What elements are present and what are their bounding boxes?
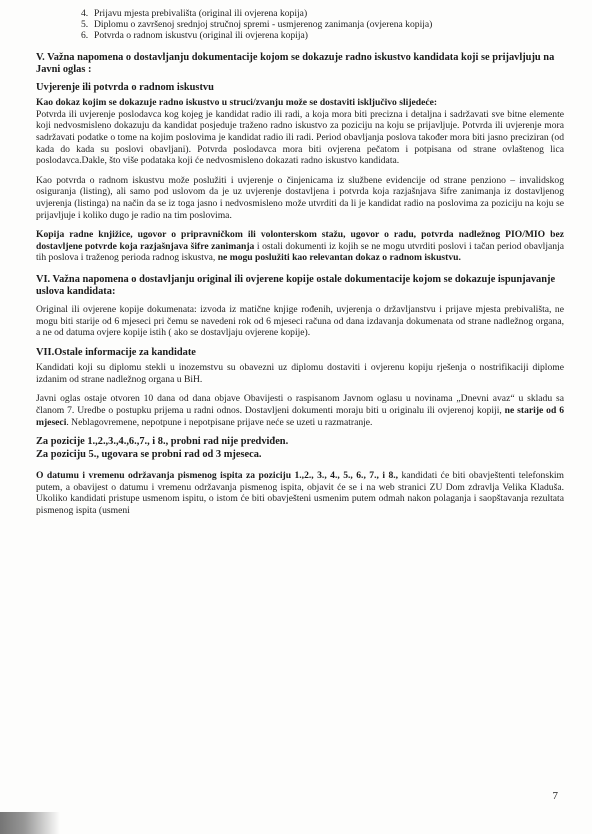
section-v-p3-bold: Kopija radne knjižice, ugovor o pripravničkom ili volonterskom stažu, ugovor o radu, potvrda nadležnog PIO/MIO bez dostavljene potvrde koja razjašnjava šifre zanimanja (36, 229, 564, 252)
section-vii-p2-tail: . Neblagovremene, nepotpune i nepotpisane prijave neće se uzeti u razmatranje. (66, 416, 373, 428)
section-v-lead (36, 97, 564, 109)
section-v-lead-bold: Kao dokaz kojim se dokazuje radno iskustvo u struci/zvanju može se dostaviti isključivo slijedeće: (36, 97, 438, 109)
section-vii-heading: VII.Ostale informacije za kandidate (36, 346, 196, 358)
document-list (36, 8, 564, 42)
section-vi-paragraph: Original ili ovjerene kopije dokumenata: izvoda iz matične knjige rođenih, uvjerenja o državljanstvu i prijave mjesta prebivališta, ne mogu biti starije od 6 mjeseci pri čemu se navedeni rok od 6 mjeseci računa od dana izdavanja dokumenata od strane nadležnog organa, a ne od datuma ovjere kopije istih ( ako se dostavljaju ovjerene kopije). (36, 303, 564, 339)
section-vii-paragraph-3 (36, 470, 564, 516)
section-vii-p2-bold: ne starije od 6 mjeseci (36, 405, 564, 428)
probation-info (36, 436, 564, 461)
list-item-number: 5. (81, 19, 89, 31)
page-content (36, 8, 564, 525)
list-item (81, 19, 564, 30)
section-v-paragraph-1: Potvrda ili uvjerenje poslodavca kog kojeg je kandidat radio ili radi, a koja mora biti precizna i detaljna i sadržavati sve bitne elemente koji nedvosmisleno dokazuju da kandidat posjeduje traženo radno iskustvo za poziciju na koju se prijavljuje. Potvrda ili uvjerenje mora sadržavati podatke o tome na kojim poslovima je kandidat radio ili radi. Period obavljanja poslova također mora biti jasno preciziran (od kada do kada su poslovi obavljani). Potvrda poslodavca mora biti ovjerena pečatom i potpisana od strane ovlaštenog lica poslodavca.Dakle, što više podataka koji će nedvosmisleno dokazati radno iskustvo kandidata. (36, 108, 564, 167)
section-vii-p3-bold: O datumu i vremenu održavanja pismenog ispita za poziciju 1.,2., 3., 4., 5., 6., 7., i 8., (36, 470, 399, 482)
section-vii-p2-text: Javni oglas ostaje otvoren 10 dana od dana objave Obavijesti o raspisanom Javnom oglasu u novinama „Dnevni avaz“ u skladu sa članom 7. Uredbe o postupku prijema u radni odnos. Dostavljeni dokumenti moraju biti u originalu ili ovjerenoj kopiji, (36, 393, 564, 417)
section-vii-paragraph-2 (36, 393, 564, 428)
section-vii-p3-text: kandidati će biti obavještenti telefonskim putem, a obavijest o datumu i vremenu održavanja pismenog ispita, objavit će se i na web stranici ZU Dom zdravlja Velika Kladuša. Ukoliko kandidati pristupe usmenom ispitu, o istom će biti obavješteni usmenim putem odmah nakon polaganja i saopštavanja rezultata pismenog ispita (usmeni (36, 470, 564, 517)
list-item-text: Prijavu mjesta prebivališta (original ili ovjerena kopija) (94, 8, 308, 19)
list-item-text: Diplomu o završenoj srednjoj stručnoj spremi - usmjerenog zanimanja (ovjerena kopija) (94, 19, 433, 31)
section-vi-heading: VI. Važna napomena o dostavljanju original ili ovjerene kopije ostale dokumentacije kojom se dokazuje ispunjavanje uslova kandidata: (36, 273, 556, 297)
section-v-heading: V. Važna napomena o dostavljanju dokumentacije kojom se dokazuje radno iskustvo kandidata koji se prijavljuju na Javni oglas : (36, 51, 555, 75)
list-item (81, 8, 564, 19)
scan-edge-mark (0, 812, 60, 834)
probation-line-2: Za poziciju 5., ugovara se probni rad od 3 mjeseca. (36, 448, 262, 460)
page-number: 7 (552, 790, 558, 802)
section-v-subheading: Uvjerenje ili potvrda o radnom iskustvu (36, 81, 214, 93)
section-vii-paragraph-1: Kandidati koji su diplomu stekli u inozemstvu su obavezni uz diplomu dostaviti i ovjerenu kopiju rješenja o nostrifikaciji diplome izdanim od strane nadležnog organa u BiH. (36, 362, 564, 385)
list-item-text: Potvrda o radnom iskustvu (original ili ovjerena kopija) (94, 30, 308, 42)
section-v-paragraph-2: Kao potvrda o radnom iskustvu može poslužiti i uvjerenje o činjenicama iz službene evidencije od strane penziono – invalidskog osiguranja (listing), ali samo pod uslovom da je uz uvjerenje dostavljena i potvrda koja razjašnjava šifre zanimanja iz dostavljenog uvjerenja (listinga) na način da se iz toga jasno i nedvosmisleno može utvrditi da li je kandidat radio na poslovima za poziciju na koju se prijavljuje i koliko dugo je radio na tim poslovima. (36, 174, 564, 221)
list-item-number: 6. (81, 30, 89, 42)
section-v-p3-bold-end: ne mogu poslužiti kao relevantan dokaz o radnom iskustvu. (217, 252, 461, 264)
list-item-number: 4. (81, 8, 89, 19)
probation-line-1: Za pozicije 1.,2.,3.,4.,6.,7., i 8., probni rad nije predviđen. (36, 436, 289, 448)
section-v-paragraph-3 (36, 229, 564, 264)
list-item (81, 30, 564, 41)
section-v-p3-text: i ostali dokumenti iz kojih se ne mogu utvrditi poslovi i tačan period obavljanja tih poslova i traženog perioda radnog iskustva, (36, 240, 564, 264)
